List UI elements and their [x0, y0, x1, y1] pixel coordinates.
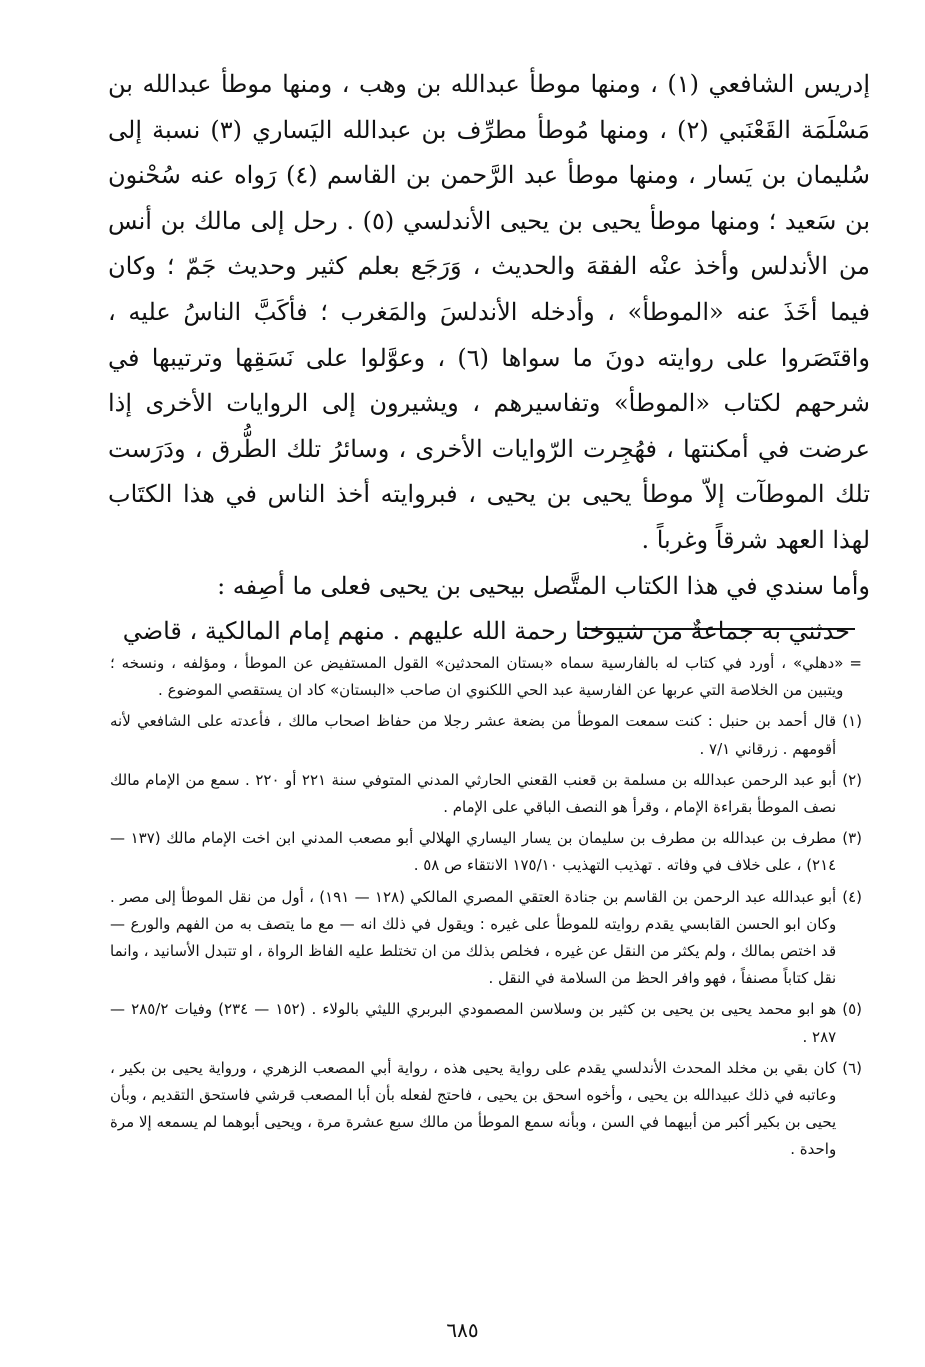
footnote-mark: (٣) — [842, 829, 862, 848]
main-paragraph-2: وأما سندي في هذا الكتاب المتَّصل بيحيى بن يحيى فعلى ما أصِفه : — [217, 571, 870, 600]
footnote-1 — [110, 708, 862, 762]
footnote-mark: (٤) — [842, 887, 862, 906]
footnote-text: أبو عبد الرحمن عبدالله بن مسلمة بن قعنب القعني الحارثي المدني المتوفي سنة ٢٢١ أو ٢٢٠ . سمع من الإمام مالك نصف الموطأ بقراءة الإمام ، وقرأ هو النصف الباقي على الإمام . — [110, 770, 837, 817]
footnote-divider — [583, 628, 855, 630]
main-paragraph-1: إدريس الشافعي (١) ، ومنها موطأ عبدالله بن وهب ، ومنها موطأ عبدالله بن مَسْلَمَة القَعْنَبي (٢) ، ومنها مُوطأ مطرِّف بن عبدالله اليَساري (٣) نسبة إلى سُليمان بن يَسار ، ومنها موطأ عبد الرَّحمن بن القاسم (٤) رَواه عنه سُحْنون بن سَعيد ؛ ومنها موطأ يحيى بن يحيى الأندلسي (٥) . رحل إلى مالك بن أنس من الأندلس وأخذ عنْه الفقهَ والحديث ، وَرَجَع بعلم كثير وحديث جَمّ ؛ وكان فيما أخَذَ عنه «الموطأ» ، وأدخله الأندلسَ والمَغرب ؛ فأكَبَّ الناسُ عليه ، واقتَصَروا على روايته دونَ ما سواها (٦) ، وعوَّلوا على نَسَقِها وترتيبها في شرحهم لكتاب «الموطأ» وتفاسيرهم ، ويشيرون إلى الروايات الأخرى إذا عرضت في أمكنتها ، فهُجِرت الرّوايات الأخرى ، وسائرُ تلك الطُّرق ، ودَرَست تلك الموطآت إلاّ موطأ يحيى بن يحيى ، فبروايته أخذ الناس في هذا الكتَاب لهذا العهد شرقاً وغرباً . — [108, 70, 871, 554]
footnote-text: «دهلي» ، أورد في كتاب له بالفارسية سماه «بستان المحدثين» القول المستفيض عن الموطأ ، ومؤلفه ، ونسخه ؛ ويتبين من الخلاصة التي عربها عن الفارسية عبد الحي اللكنوي ان صاحب «البستان» كاد ان يستقصي الموضوع . — [110, 654, 844, 700]
footnote-3 — [110, 825, 862, 879]
main-text — [108, 62, 870, 655]
footnote-5 — [110, 996, 862, 1050]
footnote-text: أبو عبدالله عبد الرحمن بن القاسم بن جنادة العتقي المصري المالكي (١٢٨ — ١٩١) ، أول من نقل الموطأ إلى مصر . وكان ابو الحسن القابسي يقدم روايته للموطأ على غيره : ويقول في ذلك انه — مع ما يتصف به من الفهم والورع — قد اختص بمالك ، ولم يكثر من النقل عن غيره ، فخلص بذلك من ان تختلط عليه الفاظ الرواة ، او تتبدل الأسانيد ، وانما نقل كتاباً مصنفاً ، فهو وافر الحظ من السلامة في النقل . — [110, 887, 837, 988]
footnote-text: هو ابو محمد يحيى بن يحيى بن كثير بن وسلاسن المصمودي البربري الليثي بالولاء . (١٥٢ — ٢٣٤) وفيات ٢٨٥/٢ — ٢٨٧ . — [110, 1000, 837, 1046]
footnote-mark: (٥) — [842, 1000, 862, 1019]
footnote-text: قال أحمد بن حنبل : كنت سمعت الموطأ من بضعة عشر رجلا من حفاظ اصحاب مالك ، فأعدته على الشافعي لأنه أقومهم . زرقاني ٧/١ . — [110, 712, 837, 758]
footnote-text: كان بقي بن مخلد المحدث الأندلسي يقدم على رواية يحيى هذه ، رواية أبي المصعب الزهري ، ورواية يحيى بن بكير ، وعاتبه في ذلك عبيدالله بن يحيى ، وأخوه اسحق بن يحيى ، فاحتج لفعله بأن أبا المصعب قرشي فاستحق التقديم ، وبأن يحيى بن بكير أكبر من أبيهما في السن ، وبأنه سمع الموطأ من مالك سبع عشرة مرة ، ويحيى أبوهما لم يسمعه إلا مرة واحدة . — [110, 1058, 837, 1159]
footnote-text: مطرف بن عبدالله بن مطرف بن سليمان بن يسار اليساري الهلالي أبو مصعب المدني ابن اخت الإمام مالك (١٣٧ — ٢١٤) ، على خلاف في وفاته . تهذيب التهذيب ١٧٥/١٠ الانتقاء ص ٥٨ . — [110, 829, 837, 875]
footnotes — [110, 650, 862, 1168]
footnote-continuation — [110, 650, 862, 704]
footnote-mark: (٦) — [842, 1058, 862, 1077]
footnote-4 — [110, 884, 862, 993]
main-paragraph-3: حدثني به جماعةٌ من شيوخنا رحمة الله عليهم . منهم إمام المالكية ، قاضي — [122, 617, 850, 646]
footnote-6 — [110, 1055, 862, 1164]
page-number: ٦٨٥ — [446, 1318, 479, 1342]
footnote-2 — [110, 767, 862, 821]
footnote-mark: (٢) — [842, 770, 862, 789]
footnote-mark: = — [849, 654, 862, 672]
footnote-mark: (١) — [842, 712, 862, 731]
